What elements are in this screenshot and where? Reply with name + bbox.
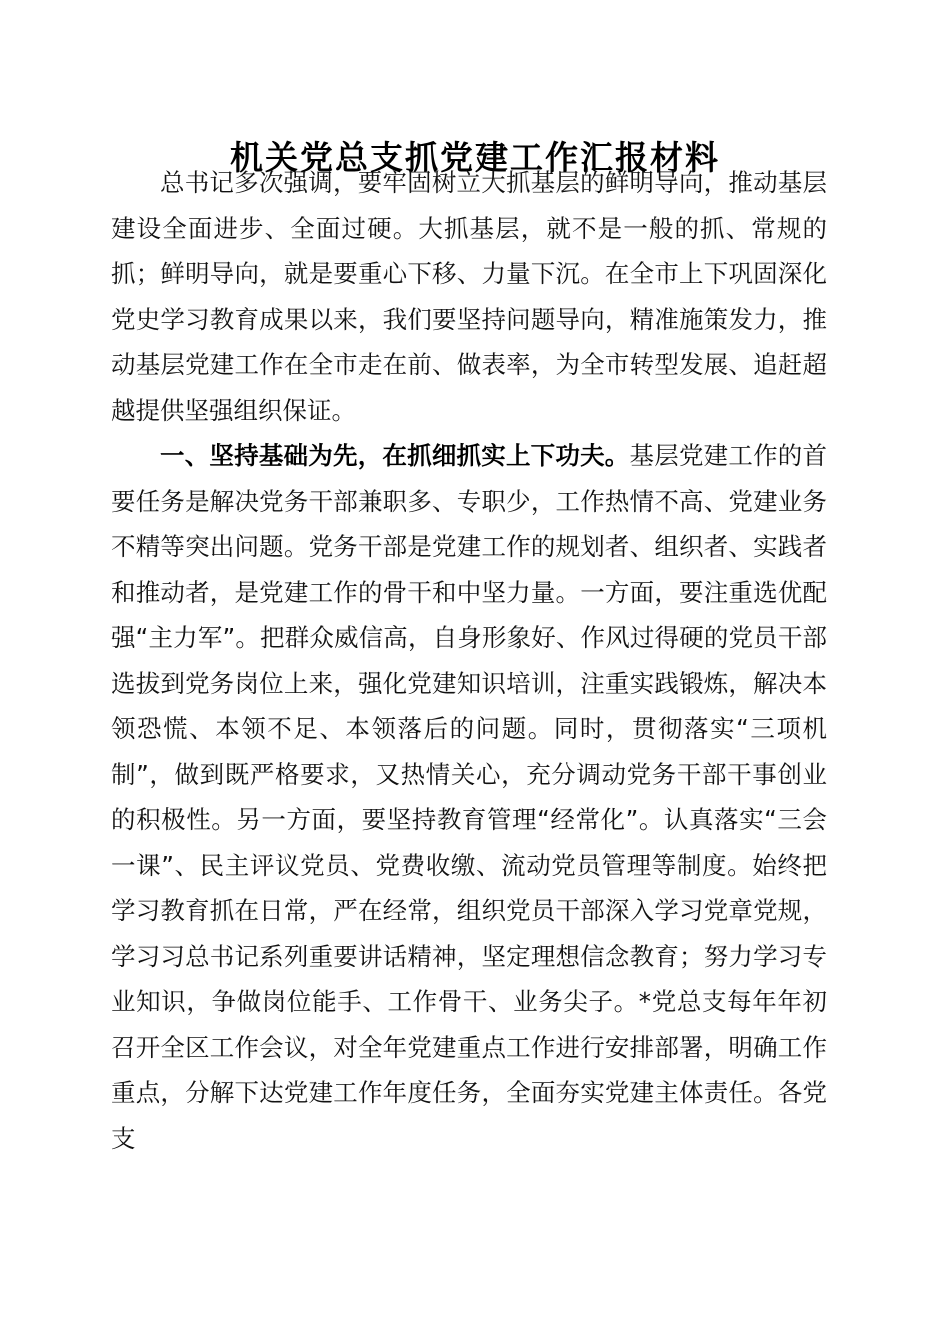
- section-1-heading: 一、坚持基础为先，在抓细抓实上下功夫。: [160, 441, 630, 470]
- intro-paragraph: 总书记多次强调，要牢固树立大抓基层的鲜明导向，推动基层建设全面进步、全面过硬。大抓基层，就不是一般的抓、常规的抓；鲜明导向，就是要重心下移、力量下沉。在全市上下巩固深化党史学习教育成果以来，我们要坚持问题导向，精准施策发力，推动基层党建工作在全市走在前、做表率，为全市转型发展、追赶超越提供坚强组织保证。: [111, 168, 827, 425]
- document-title: 机关党总支抓党建工作汇报材料: [230, 138, 720, 177]
- document-body: [111, 160, 827, 1161]
- section-1-text: 基层党建工作的首要任务是解决党务干部兼职多、专职少，工作热情不高、党建业务不精等突出问题。党务干部是党建工作的规划者、组织者、实践者和推动者，是党建工作的骨干和中坚力量。一方面，要注重选优配强“主力军”。把群众威信高，自身形象好、作风过得硬的党员干部选拔到党务岗位上来，强化党建知识培训，注重实践锻炼，解决本领恐慌、本领不足、本领落后的问题。同时，贯彻落实“三项机制”，做到既严格要求，又热情关心，充分调动党务干部干事创业的积极性。另一方面，要坚持教育管理“经常化”。认真落实“三会一课”、民主评议党员、党费收缴、流动党员管理等制度。始终把学习教育抓在日常，严在经常，组织党员干部深入学习党章党规，学习习总书记系列重要讲话精神，坚定理想信念教育；努力学习专业知识，争做岗位能手、工作骨干、业务尖子。*党总支每年年初召开全区工作会议，对全年党建重点工作进行安排部署，明确工作重点，分解下达党建工作年度任务，全面夯实党建主体责任。各党支: [111, 441, 828, 1153]
- section-1-paragraph: [111, 433, 827, 1161]
